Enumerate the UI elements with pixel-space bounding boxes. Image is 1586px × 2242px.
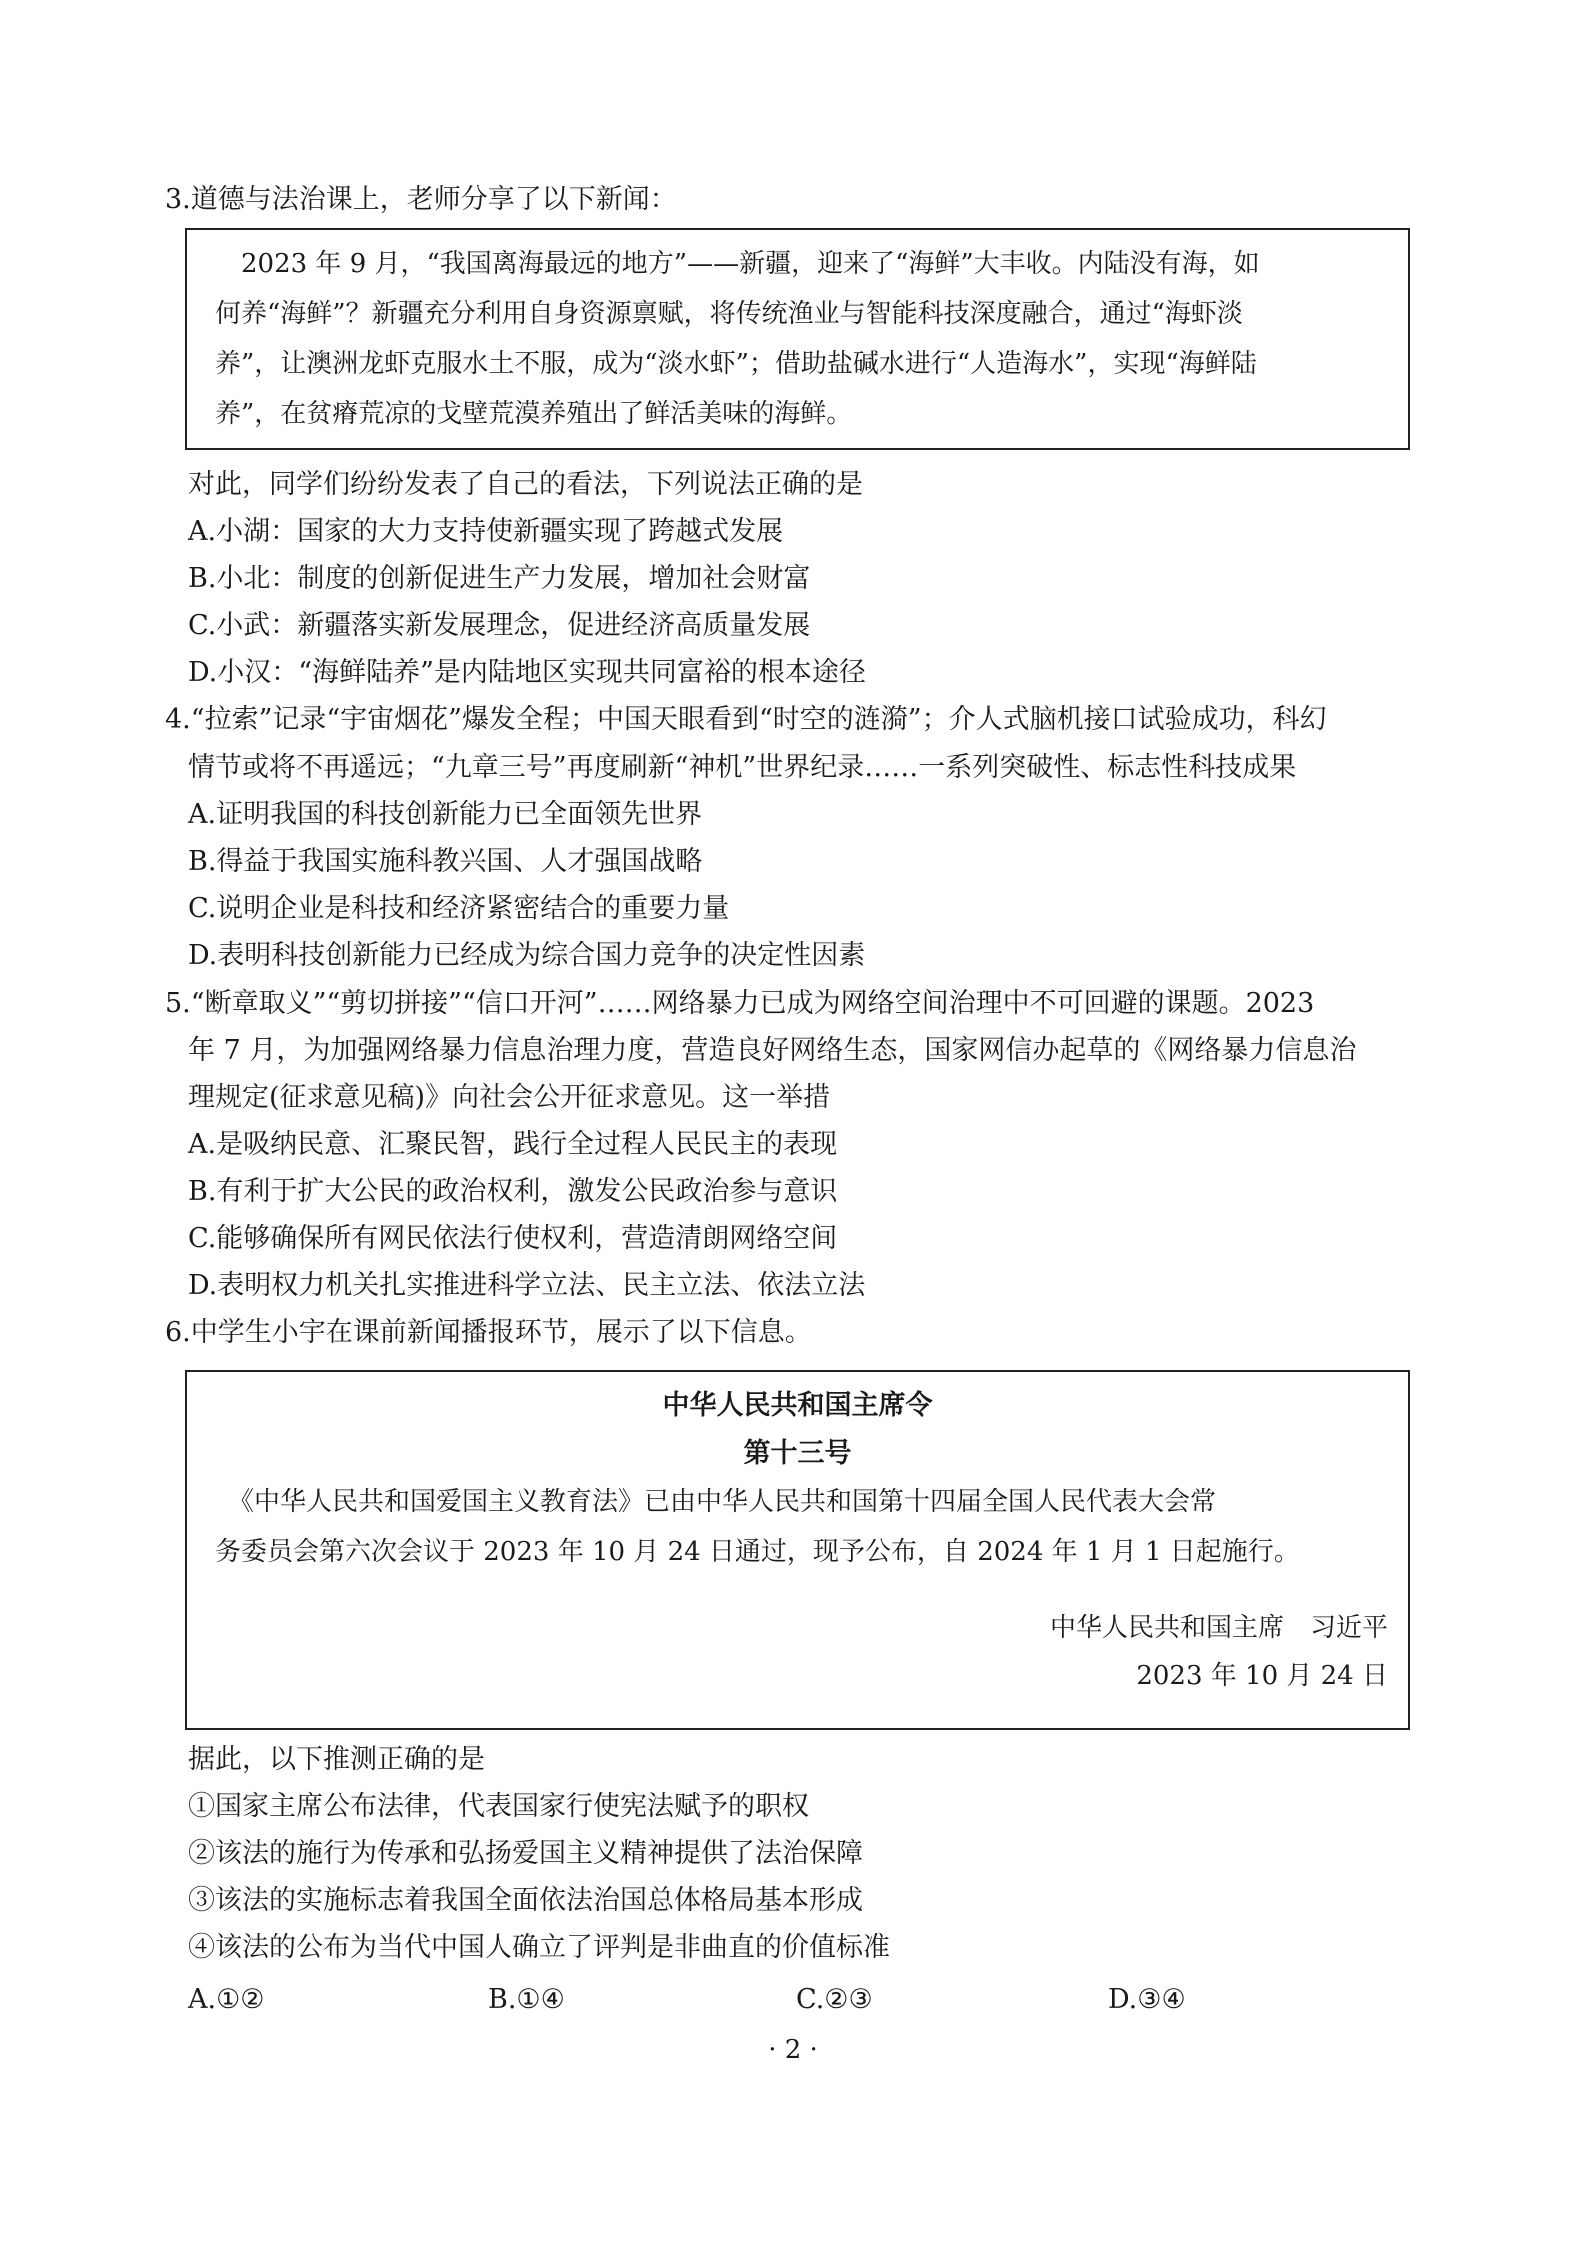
q6-decree-box	[185, 1370, 1410, 1730]
q6-statement-4: ④该法的公布为当代中国人确立了评判是非曲直的价值标准	[188, 1932, 890, 1963]
q5-option-a: A.是吸纳民意、汇聚民智，践行全过程人民民主的表现	[188, 1129, 838, 1160]
q4-option-d: D.表明科技创新能力已经成为综合国力竞争的决定性因素	[188, 940, 866, 971]
q3-option-c: C.小武：新疆落实新发展理念，促进经济高质量发展	[188, 610, 811, 641]
q6-choice-c: C.②③	[796, 1984, 873, 2015]
q5-stem-line-3: 理规定(征求意见稿)》向社会公开征求意见。这一举措	[188, 1082, 831, 1113]
q6-decree-body-2: 务委员会第六次会议于 2023 年 10 月 24 日通过，现予公布，自 2024 年 1 月 1 日起施行。	[215, 1537, 1300, 1567]
q5-option-d: D.表明权力机关扎实推进科学立法、民主立法、依法立法	[188, 1270, 866, 1301]
q6-stem: 6.中学生小宇在课前新闻播报环节，展示了以下信息。	[165, 1317, 812, 1348]
q4-stem-line-2: 情节或将不再遥远；“九章三号”再度刷新“神机”世界纪录……一系列突破性、标志性科技成果	[188, 752, 1297, 783]
q6-decree-number: 第十三号	[743, 1438, 852, 1469]
q6-choice-d: D.③④	[1108, 1984, 1186, 2015]
q6-prompt: 据此，以下推测正确的是	[188, 1744, 485, 1775]
page-number: · 2 ·	[768, 2035, 818, 2065]
q5-option-b: B.有利于扩大公民的政治权利，激发公民政治参与意识	[188, 1176, 838, 1207]
q4-stem-line-1: 4.“拉索”记录“宇宙烟花”爆发全程；中国天眼看到“时空的涟漪”；介人式脑机接口试验成功，科幻	[165, 704, 1327, 735]
q6-statement-2: ②该法的施行为传承和弘扬爱国主义精神提供了法治保障	[188, 1838, 863, 1869]
q4-option-c: C.说明企业是科技和经济紧密结合的重要力量	[188, 893, 730, 924]
q3-box-line-4: 养”，在贫瘠荒凉的戈壁荒漠养殖出了鲜活美味的海鲜。	[215, 399, 853, 429]
q6-choice-a: A.①②	[188, 1984, 265, 2015]
q3-box-line-3: 养”，让澳洲龙虾克服水土不服，成为“淡水虾”；借助盐碱水进行“人造海水”，实现“海鲜陆	[215, 349, 1257, 379]
q6-choice-b: B.①④	[488, 1984, 565, 2015]
q3-prompt: 对此，同学们纷纷发表了自己的看法，下列说法正确的是	[188, 469, 863, 500]
q3-stem: 3.道德与法治课上，老师分享了以下新闻：	[165, 184, 677, 215]
q3-option-d: D.小汉：“海鲜陆养”是内陆地区实现共同富裕的根本途径	[188, 657, 866, 688]
q6-decree-signature: 中华人民共和国主席 习近平	[1049, 1613, 1388, 1643]
q4-option-a: A.证明我国的科技创新能力已全面领先世界	[188, 799, 703, 830]
q6-choices	[188, 1980, 1418, 2020]
q3-news-box	[185, 228, 1410, 450]
q3-box-line-2: 何养“海鲜”？新疆充分利用自身资源禀赋，将传统渔业与智能科技深度融合，通过“海虾淡	[215, 299, 1243, 329]
q5-option-c: C.能够确保所有网民依法行使权利，营造清朗网络空间	[188, 1223, 838, 1254]
q5-stem-line-2: 年 7 月，为加强网络暴力信息治理力度，营造良好网络生态，国家网信办起草的《网络暴力信息治	[188, 1035, 1357, 1066]
q6-statement-1: ①国家主席公布法律，代表国家行使宪法赋予的职权	[188, 1791, 809, 1822]
q6-decree-title: 中华人民共和国主席令	[662, 1390, 933, 1421]
q3-box-line-1: 2023 年 9 月，“我国离海最远的地方”——新疆，迎来了“海鲜”大丰收。内陆没有海，如	[215, 249, 1260, 279]
q4-option-b: B.得益于我国实施科教兴国、人才强国战略	[188, 846, 703, 877]
q6-statement-3: ③该法的实施标志着我国全面依法治国总体格局基本形成	[188, 1885, 863, 1916]
q3-option-b: B.小北：制度的创新促进生产力发展，增加社会财富	[188, 563, 811, 594]
q5-stem-line-1: 5.“断章取义”“剪切拼接”“信口开河”……网络暴力已成为网络空间治理中不可回避的课题。2023	[165, 988, 1315, 1019]
q3-option-a: A.小湖：国家的大力支持使新疆实现了跨越式发展	[188, 516, 784, 547]
q6-decree-date: 2023 年 10 月 24 日	[1136, 1661, 1388, 1691]
q6-decree-body-1: 《中华人民共和国爱国主义教育法》已由中华人民共和国第十四届全国人民代表大会常	[215, 1487, 1217, 1517]
